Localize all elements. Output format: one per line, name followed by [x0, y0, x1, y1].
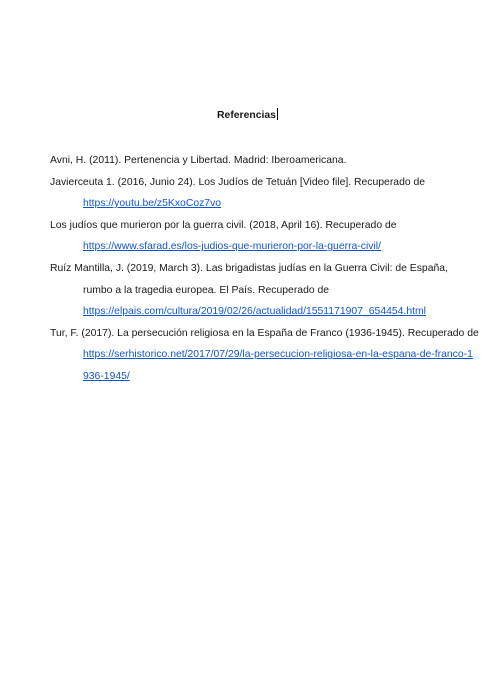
reference-link-line [50, 344, 473, 366]
reference-text: Avni, H. (2011). Pertenencia y Libertad. Madrid: Iberoamericana. [50, 155, 347, 166]
reference-entry [50, 323, 479, 388]
reference-text: Javierceuta 1. (2016, Junio 24). Los Judíos de Tetuán [Video file]. Recuperado de [50, 176, 426, 188]
reference-link-line [50, 193, 470, 215]
reference-entry [50, 215, 470, 258]
reference-link[interactable]: https://youtu.be/z5KxoCoz7vo [83, 198, 222, 210]
reference-entry [50, 258, 470, 323]
reference-text: rumbo a la tragedia europea. El País. Recuperado de [83, 284, 330, 296]
page-title [0, 106, 495, 126]
reference-text-line [50, 323, 479, 345]
reference-link-line [50, 301, 470, 323]
reference-entry [50, 150, 470, 172]
reference-link[interactable]: https://elpais.com/cultura/2019/02/26/actualidad/1551171907_654454.html [83, 306, 426, 318]
reference-link-line [50, 366, 470, 388]
reference-link[interactable]: https://serhistorico.net/2017/07/29/la-persecucion-religiosa-en-la-espana-de-franco-1 [83, 349, 473, 361]
reference-text: Tur, F. (2017). La persecución religiosa en la España de Franco (1936-1945). Recuperado de [50, 327, 479, 339]
reference-list [50, 150, 479, 388]
reference-text: Los judíos que murieron por la guerra civil. (2018, April 16). Recuperado de [50, 219, 397, 231]
reference-entry [50, 172, 470, 215]
reference-text-line [50, 280, 470, 302]
reference-text-line [50, 172, 470, 194]
heading-text: Referencias [217, 110, 276, 121]
reference-text-line [50, 150, 470, 172]
reference-text-line [50, 215, 470, 237]
reference-text-line [50, 258, 470, 280]
reference-link-line [50, 236, 470, 258]
reference-link[interactable]: 936-1945/ [83, 370, 130, 382]
reference-link[interactable]: https://www.sfarad.es/los-judios-que-murieron-por-la-guerra-civil/ [83, 241, 381, 253]
reference-text: Ruíz Mantilla, J. (2019, March 3). Las brigadistas judías en la Guerra Civil: de España, [50, 262, 448, 274]
text-cursor [277, 108, 278, 120]
